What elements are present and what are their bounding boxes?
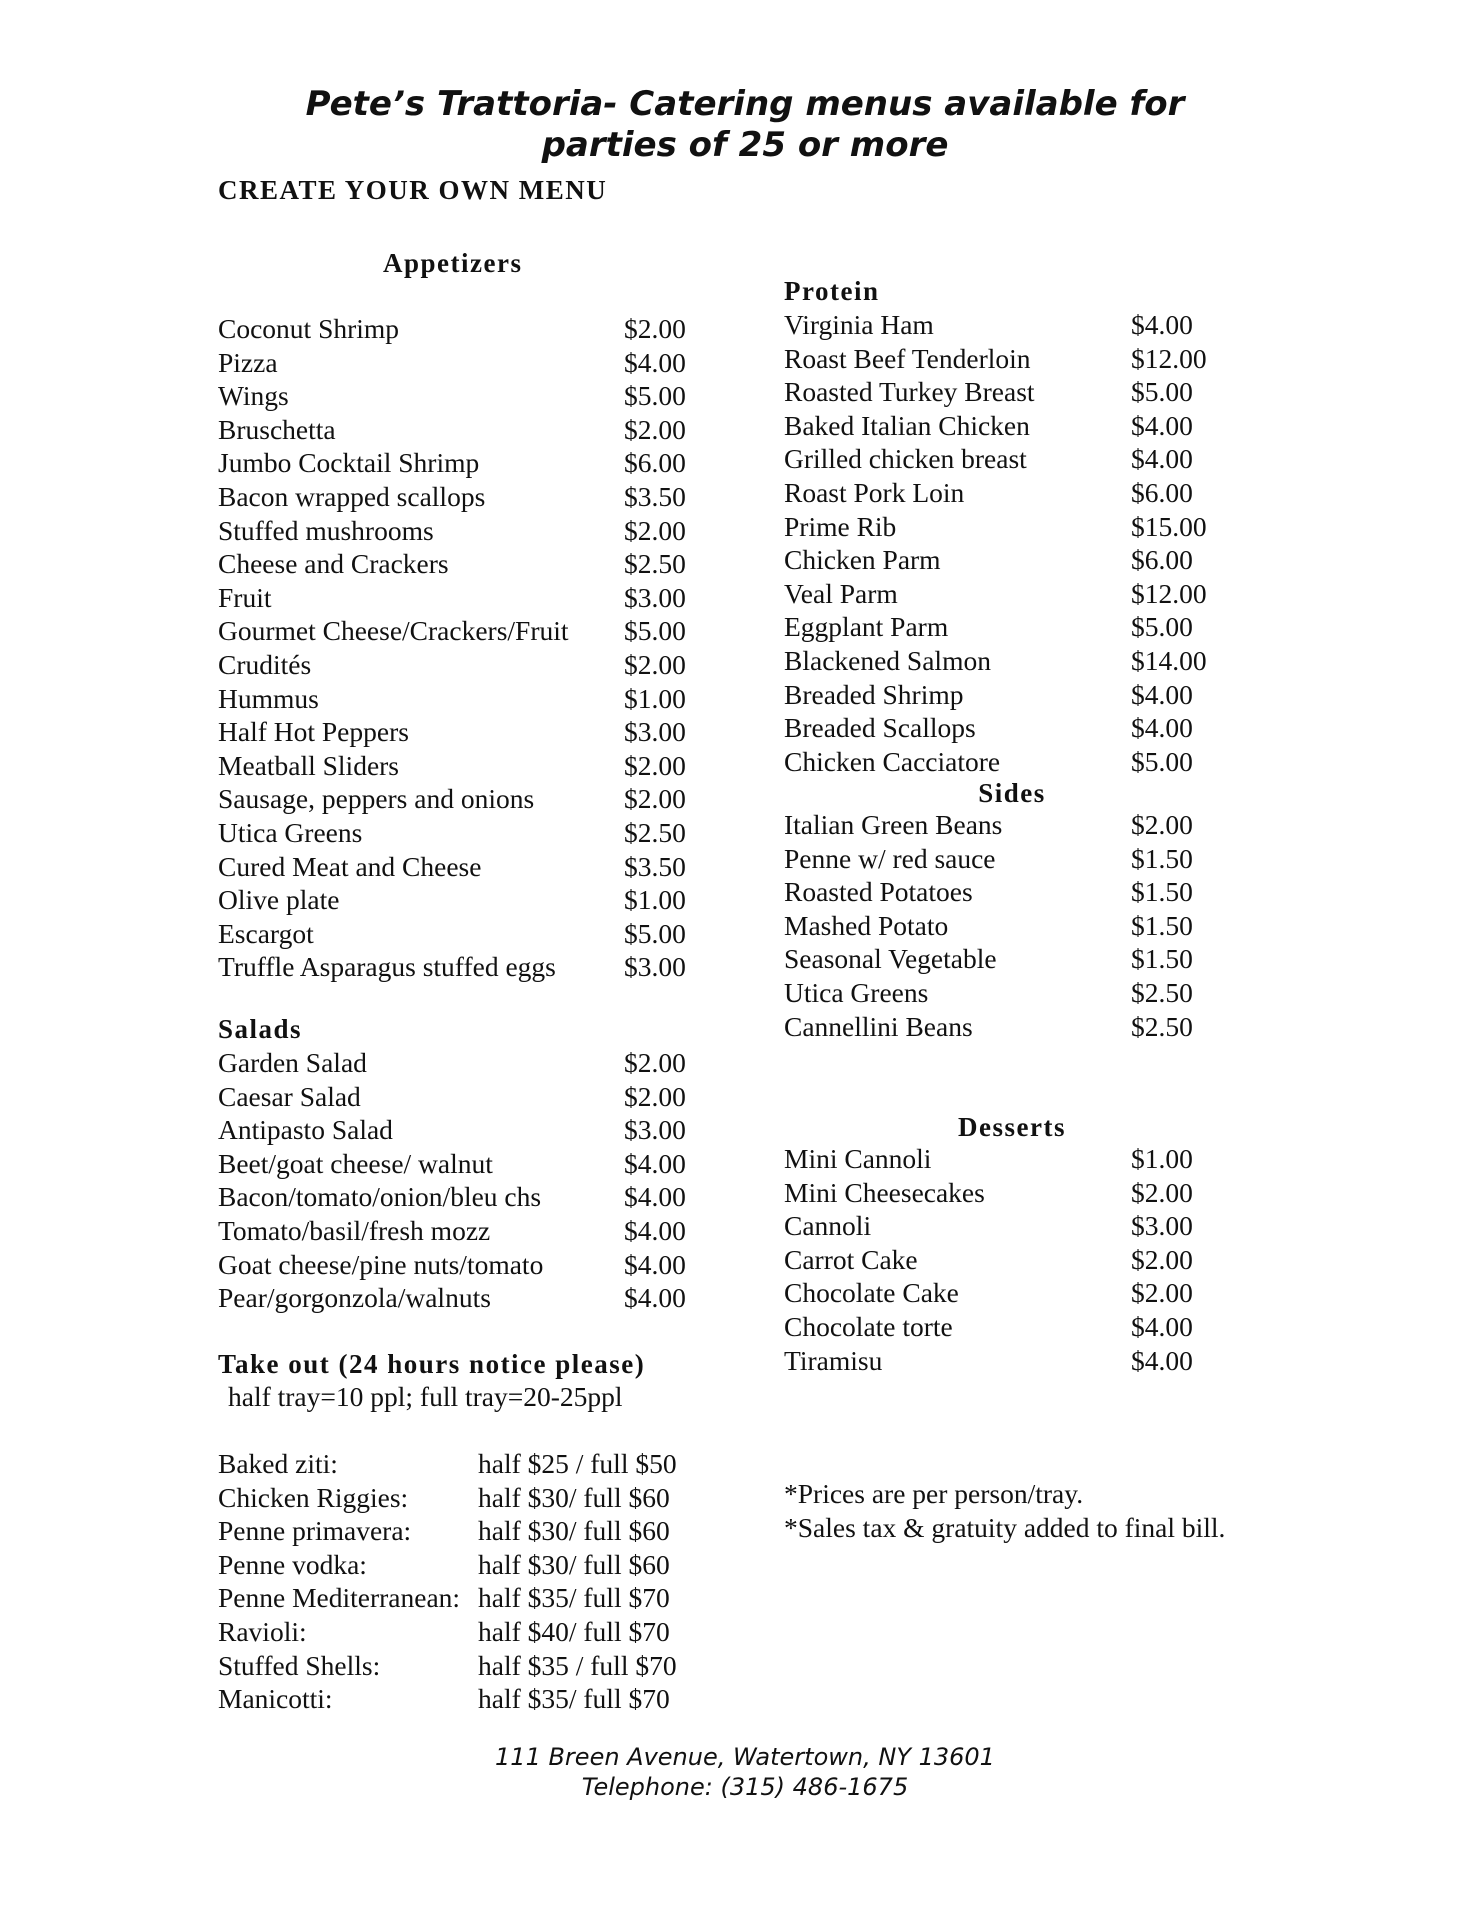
item-name: Mashed Potato	[784, 909, 949, 941]
item-name: Seasonal Vegetable	[784, 943, 997, 975]
item-price: $6.00	[1131, 544, 1193, 576]
protein-menu-item	[784, 375, 1264, 409]
appetizers-menu-item	[218, 782, 738, 816]
page-subtitle: CREATE YOUR OWN MENU	[218, 175, 608, 205]
takeout-menu-item	[218, 1481, 738, 1515]
item-price: half $35/ full $70	[478, 1683, 670, 1715]
title-line-1: Pete’s Trattoria- Catering menus available for	[305, 84, 1185, 124]
item-price: $4.00	[1131, 712, 1193, 744]
item-name: Chicken Riggies:	[218, 1481, 409, 1513]
salads-menu-item	[218, 1180, 738, 1214]
desserts-menu-item	[784, 1310, 1264, 1344]
item-name: Mini Cannoli	[784, 1143, 932, 1174]
protein-menu-item	[784, 342, 1264, 376]
takeout-heading: Take out (24 hours notice please)	[218, 1349, 646, 1379]
sides-menu-item	[784, 875, 1264, 909]
appetizers-menu-item	[218, 379, 738, 413]
item-price: $4.00	[624, 346, 686, 378]
item-name: Utica Greens	[784, 976, 929, 1008]
appetizers-menu-item	[218, 917, 738, 951]
salads-menu-item	[218, 1080, 738, 1114]
item-name: Chocolate Cake	[784, 1277, 959, 1309]
item-price: $2.50	[1131, 1010, 1193, 1042]
takeout-menu-item	[218, 1514, 738, 1548]
appetizers-menu-item	[218, 682, 738, 716]
desserts-menu-item	[784, 1243, 1264, 1277]
item-price: $3.00	[624, 716, 686, 748]
item-name: Tiramisu	[784, 1344, 883, 1376]
item-price: $3.50	[624, 850, 686, 882]
item-price: $3.00	[624, 951, 686, 983]
item-price: $2.00	[624, 1080, 686, 1112]
item-name: Ravioli:	[218, 1615, 307, 1647]
item-name: Half Hot Peppers	[218, 716, 409, 748]
salads-menu-item	[218, 1147, 738, 1181]
desserts-heading: Desserts	[958, 1112, 1066, 1142]
takeout-menu-item	[218, 1447, 738, 1481]
item-name: Utica Greens	[218, 816, 363, 848]
item-price: $5.00	[624, 917, 686, 949]
item-price: $1.50	[1131, 909, 1193, 941]
protein-heading: Protein	[784, 276, 880, 306]
item-name: Mini Cheesecakes	[784, 1176, 985, 1208]
takeout-tray-note: half tray=10 ppl; full tray=20-25ppl	[228, 1381, 623, 1412]
item-name: Pizza	[218, 346, 278, 378]
title-line-2: parties of 25 or more	[541, 125, 949, 165]
item-name: Chocolate torte	[784, 1310, 953, 1342]
item-price: $1.50	[1131, 842, 1193, 874]
item-name: Bacon/tomato/onion/bleu chs	[218, 1181, 542, 1213]
item-name: Chicken Parm	[784, 544, 941, 576]
item-name: Breaded Scallops	[784, 712, 976, 744]
item-price: $2.00	[624, 1047, 686, 1078]
takeout-list	[218, 1447, 738, 1716]
item-price: half $30/ full $60	[478, 1481, 670, 1513]
takeout-menu-item	[218, 1615, 738, 1649]
item-price: $3.00	[624, 581, 686, 613]
protein-menu-item	[784, 745, 1264, 779]
takeout-menu-item	[218, 1682, 738, 1716]
appetizers-menu-item	[218, 648, 738, 682]
item-name: Breaded Shrimp	[784, 678, 964, 710]
tax-gratuity-note: *Sales tax & gratuity added to final bill.	[784, 1512, 1226, 1543]
item-name: Escargot	[218, 917, 314, 949]
item-price: $4.00	[624, 1147, 686, 1179]
takeout-menu-item	[218, 1581, 738, 1615]
item-price: $5.00	[1131, 745, 1193, 777]
item-price: $4.00	[1131, 1310, 1193, 1342]
sides-menu-item	[784, 808, 1264, 842]
item-name: Bruschetta	[218, 413, 336, 445]
appetizers-menu-item	[218, 346, 738, 380]
item-price: $2.50	[624, 816, 686, 848]
appetizers-menu-item	[218, 446, 738, 480]
appetizers-heading: Appetizers	[383, 248, 523, 278]
item-name: Coconut Shrimp	[218, 313, 400, 344]
protein-menu-item	[784, 711, 1264, 745]
desserts-menu-item	[784, 1176, 1264, 1210]
item-name: Roast Pork Loin	[784, 476, 965, 508]
item-name: Cured Meat and Cheese	[218, 850, 482, 882]
pricing-note: *Prices are per person/tray.	[784, 1478, 1084, 1509]
item-price: half $35 / full $70	[478, 1649, 677, 1681]
appetizers-menu-item	[218, 816, 738, 850]
item-price: $2.00	[1131, 1243, 1193, 1275]
item-price: $15.00	[1131, 510, 1207, 542]
protein-menu-item	[784, 678, 1264, 712]
desserts-menu-item	[784, 1142, 1264, 1176]
footer-address: 111 Breen Avenue, Watertown, NY 13601	[495, 1743, 995, 1771]
appetizers-menu-item	[218, 514, 738, 548]
protein-menu-item	[784, 644, 1264, 678]
footer-telephone: Telephone: (315) 486-1675	[581, 1773, 909, 1801]
item-price: half $30/ full $60	[478, 1515, 670, 1547]
item-name: Tomato/basil/fresh mozz	[218, 1214, 491, 1246]
item-name: Goat cheese/pine nuts/tomato	[218, 1248, 544, 1280]
item-name: Chicken Cacciatore	[784, 745, 1001, 777]
desserts-list	[784, 1142, 1264, 1377]
item-name: Jumbo Cocktail Shrimp	[218, 447, 480, 479]
item-price: $2.00	[624, 313, 686, 344]
item-price: $1.50	[1131, 876, 1193, 908]
item-price: $4.00	[1131, 1344, 1193, 1376]
item-name: Olive plate	[218, 884, 340, 916]
item-price: half $30/ full $60	[478, 1548, 670, 1580]
salads-heading: Salads	[218, 1014, 303, 1044]
item-price: $2.00	[624, 749, 686, 781]
item-price: $4.00	[624, 1181, 686, 1213]
item-name: Cannellini Beans	[784, 1010, 973, 1042]
item-price: $2.00	[1131, 1176, 1193, 1208]
item-name: Penne vodka:	[218, 1548, 367, 1580]
item-price: $1.50	[1131, 943, 1193, 975]
item-name: Roasted Potatoes	[784, 876, 973, 908]
item-price: $4.00	[624, 1214, 686, 1246]
item-name: Truffle Asparagus stuffed eggs	[218, 951, 556, 983]
item-name: Crudités	[218, 648, 312, 680]
item-name: Veal Parm	[784, 577, 898, 609]
item-name: Bacon wrapped scallops	[218, 480, 486, 512]
protein-list	[784, 308, 1264, 778]
item-price: $12.00	[1131, 342, 1207, 374]
page-title	[200, 84, 1290, 166]
sides-menu-item	[784, 909, 1264, 943]
sides-list	[784, 808, 1264, 1043]
item-name: Stuffed mushrooms	[218, 514, 434, 546]
protein-menu-item	[784, 610, 1264, 644]
item-name: Garden Salad	[218, 1047, 367, 1078]
sides-menu-item	[784, 976, 1264, 1010]
item-name: Beet/goat cheese/ walnut	[218, 1147, 493, 1179]
item-name: Baked ziti:	[218, 1448, 338, 1479]
item-name: Penne w/ red sauce	[784, 842, 996, 874]
protein-menu-item	[784, 476, 1264, 510]
footer-contact	[200, 1742, 1290, 1802]
protein-menu-item	[784, 409, 1264, 443]
item-price: $3.50	[624, 480, 686, 512]
item-price: $2.00	[1131, 1277, 1193, 1309]
item-price: $5.00	[1131, 611, 1193, 643]
item-price: $5.00	[624, 380, 686, 412]
item-price: $14.00	[1131, 644, 1207, 676]
item-name: Wings	[218, 380, 289, 412]
item-price: $2.50	[624, 548, 686, 580]
item-name: Fruit	[218, 581, 272, 613]
item-name: Sausage, peppers and onions	[218, 783, 535, 815]
item-price: $2.50	[1131, 976, 1193, 1008]
takeout-menu-item	[218, 1548, 738, 1582]
desserts-menu-item	[784, 1276, 1264, 1310]
appetizers-menu-item	[218, 883, 738, 917]
item-name: Penne primavera:	[218, 1515, 412, 1547]
item-name: Meatball Sliders	[218, 749, 400, 781]
item-name: Cheese and Crackers	[218, 548, 449, 580]
item-price: $3.00	[624, 1114, 686, 1146]
item-price: $1.00	[1131, 1143, 1193, 1174]
appetizers-list	[218, 312, 738, 984]
item-price: $2.00	[624, 648, 686, 680]
protein-menu-item	[784, 442, 1264, 476]
item-price: $2.00	[1131, 809, 1193, 840]
item-name: Italian Green Beans	[784, 809, 1003, 840]
salads-menu-item	[218, 1046, 738, 1080]
item-price: $4.00	[1131, 409, 1193, 441]
item-name: Manicotti:	[218, 1683, 333, 1715]
protein-menu-item	[784, 510, 1264, 544]
appetizers-menu-item	[218, 950, 738, 984]
item-price: $2.00	[624, 514, 686, 546]
sides-menu-item	[784, 842, 1264, 876]
sides-heading: Sides	[978, 778, 1046, 808]
protein-menu-item	[784, 577, 1264, 611]
item-price: $4.00	[624, 1248, 686, 1280]
item-name: Grilled chicken breast	[784, 443, 1027, 475]
item-price: half $35/ full $70	[478, 1582, 670, 1614]
item-name: Baked Italian Chicken	[784, 409, 1030, 441]
item-price: $2.00	[624, 413, 686, 445]
item-price: half $40/ full $70	[478, 1615, 670, 1647]
item-price: $1.00	[624, 884, 686, 916]
appetizers-menu-item	[218, 413, 738, 447]
desserts-menu-item	[784, 1209, 1264, 1243]
item-name: Cannoli	[784, 1210, 872, 1242]
item-name: Blackened Salmon	[784, 644, 991, 676]
item-price: $6.00	[624, 447, 686, 479]
appetizers-menu-item	[218, 547, 738, 581]
item-name: Prime Rib	[784, 510, 897, 542]
salads-menu-item	[218, 1113, 738, 1147]
item-name: Roast Beef Tenderloin	[784, 342, 1031, 374]
item-name: Roasted Turkey Breast	[784, 376, 1035, 408]
item-name: Virginia Ham	[784, 309, 934, 340]
item-name: Caesar Salad	[218, 1080, 361, 1112]
protein-menu-item	[784, 308, 1264, 342]
item-name: Gourmet Cheese/Crackers/Fruit	[218, 615, 569, 647]
item-price: $6.00	[1131, 476, 1193, 508]
sides-menu-item	[784, 1010, 1264, 1044]
takeout-menu-item	[218, 1649, 738, 1683]
salads-list	[218, 1046, 738, 1315]
desserts-menu-item	[784, 1344, 1264, 1378]
salads-menu-item	[218, 1248, 738, 1282]
salads-menu-item	[218, 1281, 738, 1315]
item-name: Eggplant Parm	[784, 611, 949, 643]
item-price: $4.00	[1131, 309, 1193, 340]
item-price: $3.00	[1131, 1210, 1193, 1242]
item-price: $4.00	[1131, 678, 1193, 710]
appetizers-menu-item	[218, 614, 738, 648]
item-price: $5.00	[1131, 376, 1193, 408]
item-price: $2.00	[624, 783, 686, 815]
appetizers-menu-item	[218, 715, 738, 749]
item-price: $5.00	[624, 615, 686, 647]
item-name: Carrot Cake	[784, 1243, 918, 1275]
item-price: $4.00	[1131, 443, 1193, 475]
item-name: Pear/gorgonzola/walnuts	[218, 1282, 491, 1314]
item-price: $4.00	[624, 1282, 686, 1314]
sides-menu-item	[784, 942, 1264, 976]
item-name: Hummus	[218, 682, 319, 714]
appetizers-menu-item	[218, 850, 738, 884]
item-price: $1.00	[624, 682, 686, 714]
item-name: Penne Mediterranean:	[218, 1582, 461, 1614]
appetizers-menu-item	[218, 749, 738, 783]
item-name: Antipasto Salad	[218, 1114, 393, 1146]
appetizers-menu-item	[218, 312, 738, 346]
salads-menu-item	[218, 1214, 738, 1248]
appetizers-menu-item	[218, 480, 738, 514]
item-name: Stuffed Shells:	[218, 1649, 381, 1681]
item-price: half $25 / full $50	[478, 1448, 677, 1479]
appetizers-menu-item	[218, 581, 738, 615]
protein-menu-item	[784, 543, 1264, 577]
item-price: $12.00	[1131, 577, 1207, 609]
